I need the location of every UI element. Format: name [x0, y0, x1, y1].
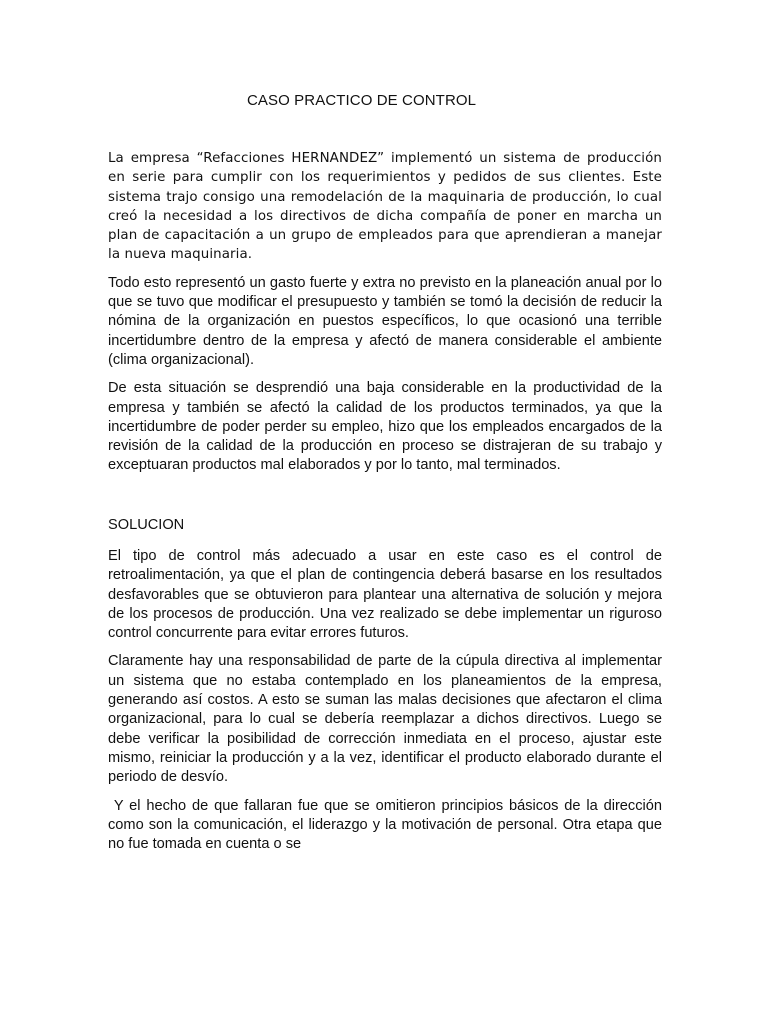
solution-heading: SOLUCION: [108, 517, 185, 533]
paragraph-intro: La empresa “Refacciones HERNANDEZ” implementó un sistema de producción en serie para cumplir con los requerimientos y pedidos de sus clientes. Este sistema trajo consigo una remodelación de la maquinaria de producción, lo cual creó la necesidad a los directivos de dicha compañía de poner en marcha un plan de capacitación a un grupo de empleados para que aprendieran a manejar la nueva maquinaria.: [108, 151, 662, 263]
solution-section: [108, 547, 667, 863]
case-description: [108, 149, 662, 485]
paragraph-principles: Y el hecho de que fallaran fue que se omitieron principios básicos de la dirección como son la comunicación, el liderazgo y la motivación de personal. Otra etapa que no fue tomada en cuenta o se: [108, 797, 667, 853]
paragraph-responsibility: Claramente hay una responsabilidad de parte de la cúpula directiva al implementar un sistema que no estaba contemplado en los planeamientos de la empresa, generando así costos. A esto se suman las malas decisiones que afectaron el clima organizacional, para lo cual se debería reemplazar a dichos directivos. Luego se debe verificar la posibilidad de corrección inmediata en el proceso, ajustar este mismo, reiniciar la producción y a la vez, identificar el producto elaborado durante el periodo de desvío.: [108, 653, 662, 786]
paragraph-productivity: De esta situación se desprendió una baja considerable en la productividad de la empresa y también se afectó la calidad de los productos terminados, ya que la incertidumbre de poder perder su empleo, hizo que los empleados encargados de la revisión de la calidad de la producción en proceso se distrajeran de su trabajo y exceptuaran productos mal elaborados y por lo tanto, mal terminados.: [108, 380, 662, 474]
paragraph-control-type: El tipo de control más adecuado a usar en este caso es el control de retroalimentación, ya que el plan de contingencia deberá basarse en los resultados desfavorables que se obtuvieron para plantear una alternativa de solución y mejora de los procesos de producción. Una vez realizado se debe implementar un riguroso control concurrente para evitar errores futuros.: [108, 548, 662, 642]
document-title: CASO PRACTICO DE CONTROL: [247, 92, 477, 109]
paragraph-cost-impact: Todo esto representó un gasto fuerte y extra no previsto en la planeación anual por lo que se tuvo que modificar el presupuesto y también se tomó la decisión de reducir la nómina de la organización en puestos específicos, lo que ocasionó una terrible incertidumbre dentro de la empresa y afectó de manera considerable el ambiente (clima organizacional).: [108, 274, 662, 368]
